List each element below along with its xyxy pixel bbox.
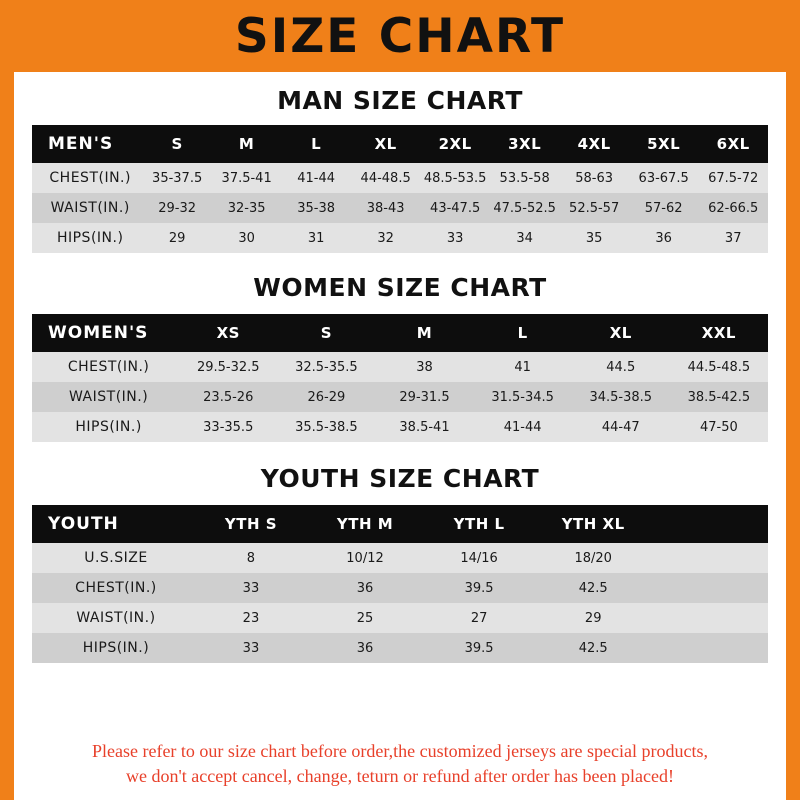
cell: 23.5-26 — [203, 389, 254, 405]
cell: 32.5-35.5 — [295, 359, 358, 375]
cell: 29-31.5 — [399, 389, 450, 405]
table-header-row — [32, 314, 768, 352]
column-header: YTH XL — [561, 515, 625, 533]
row-label: CHEST(IN.) — [49, 170, 131, 186]
column-header: 6XL — [716, 135, 750, 153]
table-row — [32, 573, 768, 603]
cell: 31 — [307, 230, 325, 246]
notice-line-1: Please refer to our size chart before order,the customized jerseys are special products, — [91, 741, 708, 762]
cell: 29-32 — [158, 200, 197, 216]
row-label: CHEST(IN.) — [75, 580, 157, 596]
cell-empty — [650, 543, 768, 573]
order-notice — [32, 729, 768, 800]
column-header: XXL — [701, 324, 736, 342]
cell: 42.5 — [578, 640, 608, 656]
cell: 37.5-41 — [221, 170, 272, 186]
column-header: YOUTH — [48, 514, 119, 534]
cell: 33 — [446, 230, 464, 246]
cell: 44-47 — [601, 419, 640, 435]
column-header: XL — [609, 324, 632, 342]
cell: 32 — [377, 230, 394, 246]
cell: 35-37.5 — [152, 170, 203, 186]
women-size-table — [32, 314, 768, 442]
table-row — [32, 382, 768, 412]
cell: 18/20 — [574, 550, 612, 566]
column-header-empty — [650, 505, 768, 543]
cell: 36 — [655, 230, 672, 246]
cell: 42.5 — [578, 580, 608, 596]
table-row — [32, 603, 768, 633]
column-header: YTH L — [453, 515, 505, 533]
cell: 33 — [242, 580, 260, 596]
cell: 29 — [584, 610, 602, 626]
column-header: YTH S — [224, 515, 278, 533]
row-label: U.S.SIZE — [84, 550, 148, 566]
row-label: WAIST(IN.) — [50, 200, 130, 216]
cell: 29 — [168, 230, 186, 246]
table-header-row — [32, 125, 768, 163]
row-label: HIPS(IN.) — [75, 419, 142, 435]
cell: 62-66.5 — [708, 200, 759, 216]
cell: 26-29 — [307, 389, 346, 405]
page-title: SIZE CHART — [234, 8, 566, 64]
cell: 35-38 — [297, 200, 336, 216]
row-label: CHEST(IN.) — [67, 359, 150, 375]
cell: 33 — [242, 640, 260, 656]
cell: 53.5-58 — [499, 170, 550, 186]
cell: 25 — [356, 610, 374, 626]
youth-size-table — [32, 505, 768, 663]
cell: 39.5 — [464, 580, 494, 596]
column-header: M — [416, 324, 433, 342]
cell: 34 — [516, 230, 533, 246]
column-header: 5XL — [647, 135, 681, 153]
cell: 29.5-32.5 — [196, 359, 260, 375]
column-header: 3XL — [508, 135, 542, 153]
cell: 47-50 — [700, 419, 738, 435]
cell: 10/12 — [346, 550, 384, 566]
cell: 23 — [242, 610, 260, 626]
column-header: L — [517, 324, 528, 342]
column-header: S — [171, 135, 183, 153]
cell: 63-67.5 — [638, 170, 689, 186]
table-row — [32, 352, 768, 382]
cell: 58-63 — [575, 170, 614, 186]
table-row — [32, 163, 768, 193]
cell: 44-48.5 — [360, 170, 411, 186]
column-header: M — [238, 135, 255, 153]
man-section-title: MAN SIZE CHART — [277, 86, 523, 115]
cell: 48.5-53.5 — [423, 170, 487, 186]
youth-section-title: YOUTH SIZE CHART — [260, 464, 540, 493]
cell: 41-44 — [297, 170, 336, 186]
column-header: L — [311, 135, 322, 153]
cell: 37 — [724, 230, 742, 246]
cell: 36 — [356, 640, 374, 656]
cell: 36 — [356, 580, 374, 596]
man-size-table — [32, 125, 768, 253]
cell: 41 — [514, 359, 531, 375]
cell: 57-62 — [644, 200, 683, 216]
table-row — [32, 412, 768, 442]
table-header-row — [32, 505, 768, 543]
cell-empty — [650, 633, 768, 663]
cell: 44.5 — [606, 359, 636, 375]
row-label: WAIST(IN.) — [76, 610, 156, 626]
cell-empty — [650, 573, 768, 603]
table-row — [32, 193, 768, 223]
cell: 31.5-34.5 — [491, 389, 554, 405]
cell: 32-35 — [227, 200, 266, 216]
column-header: S — [320, 324, 333, 342]
table-row — [32, 543, 768, 573]
cell: 47.5-52.5 — [493, 200, 556, 216]
cell: 27 — [470, 610, 488, 626]
column-header: 2XL — [438, 135, 472, 153]
women-section-title: WOMEN SIZE CHART — [253, 273, 547, 302]
cell: 67.5-72 — [708, 170, 759, 186]
cell: 33-35.5 — [203, 419, 254, 435]
cell: 41-44 — [503, 419, 542, 435]
cell: 35 — [585, 230, 603, 246]
cell: 35.5-38.5 — [295, 419, 358, 435]
column-header: WOMEN'S — [48, 323, 149, 343]
cell: 38-43 — [366, 200, 405, 216]
cell: 39.5 — [464, 640, 494, 656]
column-header: MEN'S — [48, 134, 114, 154]
table-row — [32, 223, 768, 253]
column-header: YTH M — [336, 515, 394, 533]
row-label: WAIST(IN.) — [68, 389, 149, 405]
column-header: 4XL — [577, 135, 611, 153]
cell: 14/16 — [460, 550, 498, 566]
cell: 43-47.5 — [430, 200, 481, 216]
column-header: XS — [216, 324, 240, 342]
cell: 38.5-41 — [399, 419, 450, 435]
cell: 38 — [416, 359, 433, 375]
row-label: HIPS(IN.) — [56, 230, 124, 246]
notice-line-2: we don't accept cancel, change, teturn or refund after order has been placed! — [126, 765, 674, 786]
table-row — [32, 633, 768, 663]
row-label: HIPS(IN.) — [82, 640, 150, 656]
banner — [14, 0, 786, 72]
cell: 38.5-42.5 — [687, 389, 751, 405]
cell: 52.5-57 — [569, 200, 620, 216]
column-header: XL — [374, 135, 397, 153]
cell-empty — [650, 603, 768, 633]
cell: 8 — [246, 550, 256, 566]
cell: 30 — [238, 230, 255, 246]
cell: 34.5-38.5 — [589, 389, 653, 405]
content — [14, 72, 786, 800]
cell: 44.5-48.5 — [687, 359, 751, 375]
